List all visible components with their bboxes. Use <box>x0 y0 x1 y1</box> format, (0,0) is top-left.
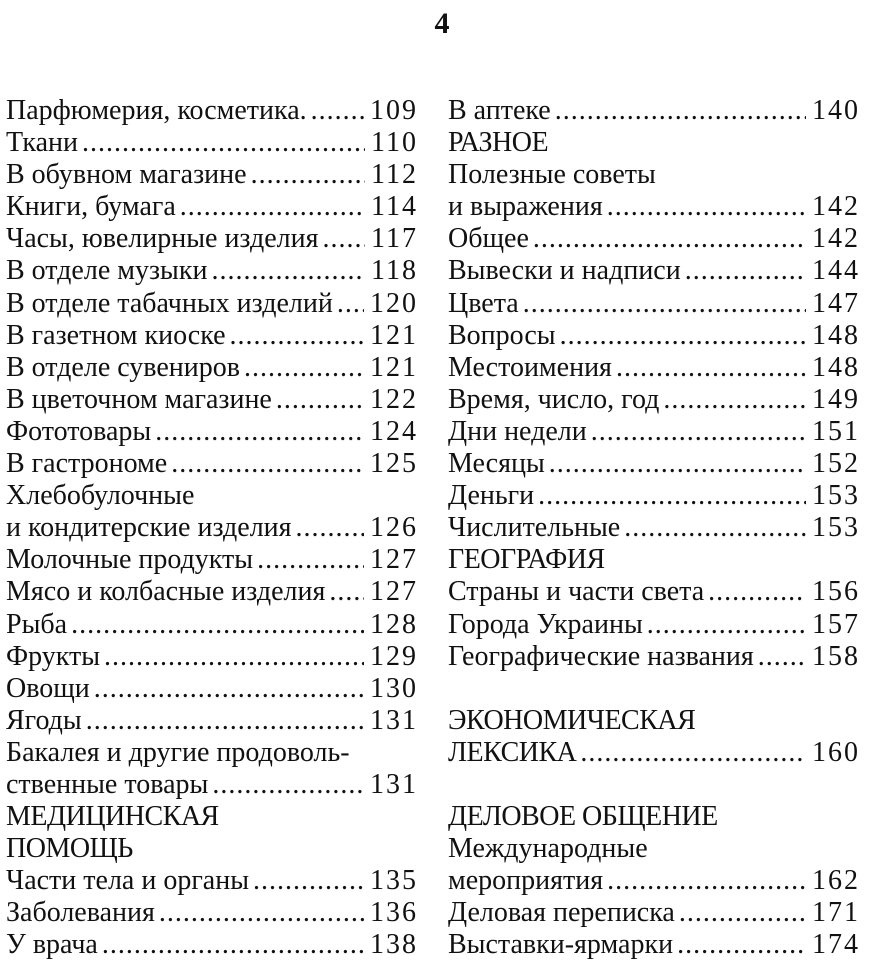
toc-page-number: 144 <box>812 255 860 287</box>
toc-entry[interactable] <box>6 384 418 416</box>
toc-page-number: 148 <box>812 319 860 351</box>
toc-section-heading <box>6 833 418 865</box>
dot-leader <box>624 512 806 544</box>
toc-entry[interactable] <box>6 576 418 608</box>
toc-entry[interactable] <box>6 191 418 223</box>
toc-entry-title: Вывески и надписи <box>448 255 681 287</box>
toc-entry[interactable] <box>6 448 418 480</box>
dot-leader <box>253 865 364 897</box>
toc-page-number: 118 <box>371 255 418 287</box>
toc-entry-title: Географические названия <box>448 640 754 672</box>
toc-entry-title: и кондитерские изделия <box>6 512 292 544</box>
dot-leader <box>296 512 364 544</box>
toc-page-number: 120 <box>370 287 418 319</box>
dot-leader <box>555 95 806 127</box>
toc-entry-title: Время, число, год <box>448 383 660 415</box>
dot-leader <box>580 737 806 769</box>
dot-leader <box>607 191 806 223</box>
toc-entry[interactable] <box>6 641 418 673</box>
toc-entry-title: В цветочном магазине <box>6 383 272 415</box>
toc-entry-title: ГЕОГРАФИЯ <box>448 544 605 576</box>
toc-entry[interactable] <box>448 480 860 512</box>
dot-leader <box>647 609 806 641</box>
toc-entry[interactable] <box>448 448 860 480</box>
toc-entry-title: Деньги <box>448 480 535 512</box>
toc-entry-title: ЭКОНОМИЧЕСКАЯ <box>448 704 696 736</box>
dot-leader <box>71 609 364 641</box>
toc-page-number: 174 <box>812 929 860 961</box>
toc-entry-title: ПОМОЩЬ <box>6 833 133 865</box>
toc-section-heading <box>448 544 860 576</box>
toc-entry-title: Рыба <box>6 608 68 640</box>
toc-page-number: 135 <box>370 865 418 897</box>
toc-entry-title: РАЗНОЕ <box>448 127 549 159</box>
toc-entry-title: Числительные <box>448 512 621 544</box>
toc-entry[interactable] <box>6 897 418 929</box>
toc-entry[interactable] <box>448 223 860 255</box>
toc-entry[interactable] <box>448 255 860 287</box>
toc-page-number: 121 <box>370 351 418 383</box>
dot-leader <box>212 769 364 801</box>
toc-entry-title: Заболевания <box>6 897 155 929</box>
toc-entry-title: В обувном магазине <box>6 159 247 191</box>
toc-page-number: 171 <box>812 897 860 929</box>
dot-leader <box>677 929 806 961</box>
toc-page-number: 140 <box>812 95 860 126</box>
toc-entry[interactable] <box>6 609 418 641</box>
dot-leader <box>251 159 365 191</box>
toc-page-number: 147 <box>812 287 860 319</box>
toc-entry-title: Парфюмерия, косметика. <box>6 95 307 126</box>
toc-entry-title: Часы, ювелирные изделия <box>6 223 319 255</box>
toc-page-number: 124 <box>370 415 418 447</box>
toc-page-number: 128 <box>370 608 418 640</box>
dot-leader <box>276 384 364 416</box>
toc-entry[interactable] <box>448 416 860 448</box>
toc-entry[interactable] <box>6 673 418 705</box>
toc-entry[interactable] <box>6 255 418 287</box>
toc-entry-title: В гастрономе <box>6 448 168 480</box>
toc-entry[interactable] <box>6 288 418 320</box>
dot-leader <box>159 897 364 929</box>
toc-entry[interactable] <box>6 95 418 127</box>
toc-entry[interactable] <box>6 544 418 576</box>
dot-leader <box>257 544 364 576</box>
dot-leader <box>211 255 365 287</box>
toc-section-heading <box>448 801 860 833</box>
toc-page-number: 129 <box>370 640 418 672</box>
page-number: 4 <box>434 7 450 40</box>
toc-entry[interactable] <box>448 288 860 320</box>
dot-leader <box>758 641 806 673</box>
dot-leader <box>155 416 364 448</box>
toc-section-heading <box>448 705 860 737</box>
dot-leader <box>86 705 364 737</box>
toc-blank-line <box>448 673 860 705</box>
toc-page-number: 114 <box>371 191 418 223</box>
dot-leader <box>244 352 364 384</box>
toc-entry-title: Ткани <box>6 127 78 159</box>
toc-entry[interactable] <box>6 769 418 801</box>
toc-page-number: 153 <box>812 480 860 512</box>
toc-page-number: 125 <box>370 448 418 480</box>
dot-leader <box>329 576 364 608</box>
toc-section-heading <box>6 801 418 833</box>
toc-entry-title: У врача <box>6 929 98 961</box>
toc-entry-title: Вопросы <box>448 319 556 351</box>
toc-entry[interactable] <box>448 929 860 961</box>
toc-entry[interactable] <box>448 352 860 384</box>
toc-page-number: 121 <box>370 319 418 351</box>
toc-page-number: 149 <box>812 383 860 415</box>
dot-leader <box>616 352 806 384</box>
dot-leader <box>549 448 806 480</box>
toc-entry-title: Местоимения <box>448 351 612 383</box>
dot-leader <box>180 191 365 223</box>
toc-entry[interactable] <box>448 641 860 673</box>
dot-leader <box>94 673 364 705</box>
toc-page-number: 126 <box>370 512 418 544</box>
toc-entry[interactable] <box>448 609 860 641</box>
toc-entry[interactable] <box>448 95 860 127</box>
dot-leader <box>171 448 364 480</box>
toc-page-number: 138 <box>370 929 418 961</box>
dot-leader <box>663 384 806 416</box>
toc-entry[interactable] <box>6 127 418 159</box>
toc-entry[interactable] <box>6 865 418 897</box>
dot-leader <box>230 320 364 352</box>
toc-entry-title: В отделе музыки <box>6 255 208 287</box>
dot-leader <box>708 576 806 608</box>
toc-page-number: 151 <box>812 415 860 447</box>
toc-entry-title: Деловая переписка <box>448 897 675 929</box>
toc-entry-title: В газетном киоске <box>6 319 226 351</box>
toc-entry-title: Месяцы <box>448 448 545 480</box>
toc-entry[interactable] <box>448 576 860 608</box>
toc-page-number: 162 <box>812 865 860 897</box>
dot-leader <box>685 255 806 287</box>
dot-leader <box>102 929 364 961</box>
toc-entry-title: Международные <box>448 833 648 865</box>
toc-right-column <box>448 95 860 962</box>
dot-leader <box>607 865 806 897</box>
toc-entry-title: Ягоды <box>6 704 82 736</box>
toc-entry-title: мероприятия <box>448 865 604 897</box>
dot-leader <box>104 641 364 673</box>
toc-section-heading[interactable] <box>448 737 860 769</box>
toc-page-number: 110 <box>371 127 418 159</box>
toc-page-number: 112 <box>371 159 418 191</box>
toc-page-number: 131 <box>370 704 418 736</box>
toc-entry-title: Фототовары <box>6 415 152 447</box>
toc-page-number: 131 <box>370 768 418 800</box>
toc-page-number: 127 <box>370 576 418 608</box>
dot-leader <box>560 320 806 352</box>
toc-entry-title: Страны и части света <box>448 576 705 608</box>
toc-entry[interactable] <box>6 223 418 255</box>
toc-entry-title: В отделе табачных изделий <box>6 287 333 319</box>
toc-entry[interactable] <box>6 159 418 191</box>
toc-entry <box>448 833 860 865</box>
toc-entry-title: Дни недели <box>448 415 587 447</box>
toc-entry <box>448 159 860 191</box>
toc-entry[interactable] <box>448 512 860 544</box>
toc-page-number: 109 <box>370 95 418 126</box>
toc-entry[interactable] <box>6 320 418 352</box>
toc-section-heading <box>448 127 860 159</box>
toc-blank-line <box>448 769 860 801</box>
toc-page-number: 142 <box>812 191 860 223</box>
toc-page-number: 117 <box>371 223 418 255</box>
toc-entry[interactable] <box>6 705 418 737</box>
toc-entry-title: и выражения <box>448 191 603 223</box>
toc-entry-title: Общее <box>448 223 529 255</box>
toc-page-number: 152 <box>812 448 860 480</box>
toc-entry-title: Бакалея и другие продоволь- <box>6 736 350 768</box>
toc-page-number: 158 <box>812 640 860 672</box>
toc-entry-title: Полезные советы <box>448 159 656 191</box>
toc-entry[interactable] <box>6 416 418 448</box>
toc-entry-title: В отделе сувениров <box>6 351 240 383</box>
toc-page-number: 122 <box>370 383 418 415</box>
toc-entry-title: ственные товары <box>6 768 209 800</box>
dot-leader <box>82 127 365 159</box>
toc-entry <box>6 737 418 769</box>
dot-leader <box>337 288 364 320</box>
toc-entry <box>6 480 418 512</box>
toc-entry[interactable] <box>6 352 418 384</box>
toc-entry[interactable] <box>448 384 860 416</box>
toc-entry-title: ДЕЛОВОЕ ОБЩЕНИЕ <box>448 801 718 833</box>
toc-entry-title: Части тела и органы <box>6 865 250 897</box>
toc-entry[interactable] <box>6 512 418 544</box>
toc-page-number: 127 <box>370 544 418 576</box>
toc-entry-title: Овощи <box>6 672 90 704</box>
toc-entry-title: МЕДИЦИНСКАЯ <box>6 801 219 833</box>
toc-entry-title: Цвета <box>448 287 519 319</box>
toc-page-number: 130 <box>370 672 418 704</box>
toc-entry-title: Хлебобулочные <box>6 480 195 512</box>
dot-leader <box>538 480 806 512</box>
toc-page-number: 153 <box>812 512 860 544</box>
toc-entry-title: Выставки-ярмарки <box>448 929 674 961</box>
toc-entry-title: Молочные продукты <box>6 544 254 576</box>
dot-leader <box>533 223 806 255</box>
toc-entry-title: В аптеке <box>448 95 551 126</box>
toc-page-number: 157 <box>812 608 860 640</box>
toc-page-number: 136 <box>370 897 418 929</box>
dot-leader <box>311 95 364 127</box>
toc-entry[interactable] <box>448 191 860 223</box>
toc-page-number: 148 <box>812 351 860 383</box>
toc-entry[interactable] <box>448 865 860 897</box>
dot-leader <box>591 416 806 448</box>
dot-leader <box>523 288 806 320</box>
toc-entry[interactable] <box>6 929 418 961</box>
dot-leader <box>323 223 366 255</box>
dot-leader <box>679 897 806 929</box>
toc-entry[interactable] <box>448 897 860 929</box>
toc-entry-title: ЛЕКСИКА <box>448 736 577 768</box>
toc-page-number: 142 <box>812 223 860 255</box>
toc-left-column <box>6 95 418 962</box>
toc-page-number: 160 <box>812 736 860 768</box>
toc-entry-title: Города Украины <box>448 608 643 640</box>
toc-entry[interactable] <box>448 320 860 352</box>
toc-entry-title: Фрукты <box>6 640 101 672</box>
toc-entry-title: Мясо и колбасные изделия <box>6 576 326 608</box>
toc-entry-title: Книги, бумага <box>6 191 176 223</box>
toc-page-number: 156 <box>812 576 860 608</box>
